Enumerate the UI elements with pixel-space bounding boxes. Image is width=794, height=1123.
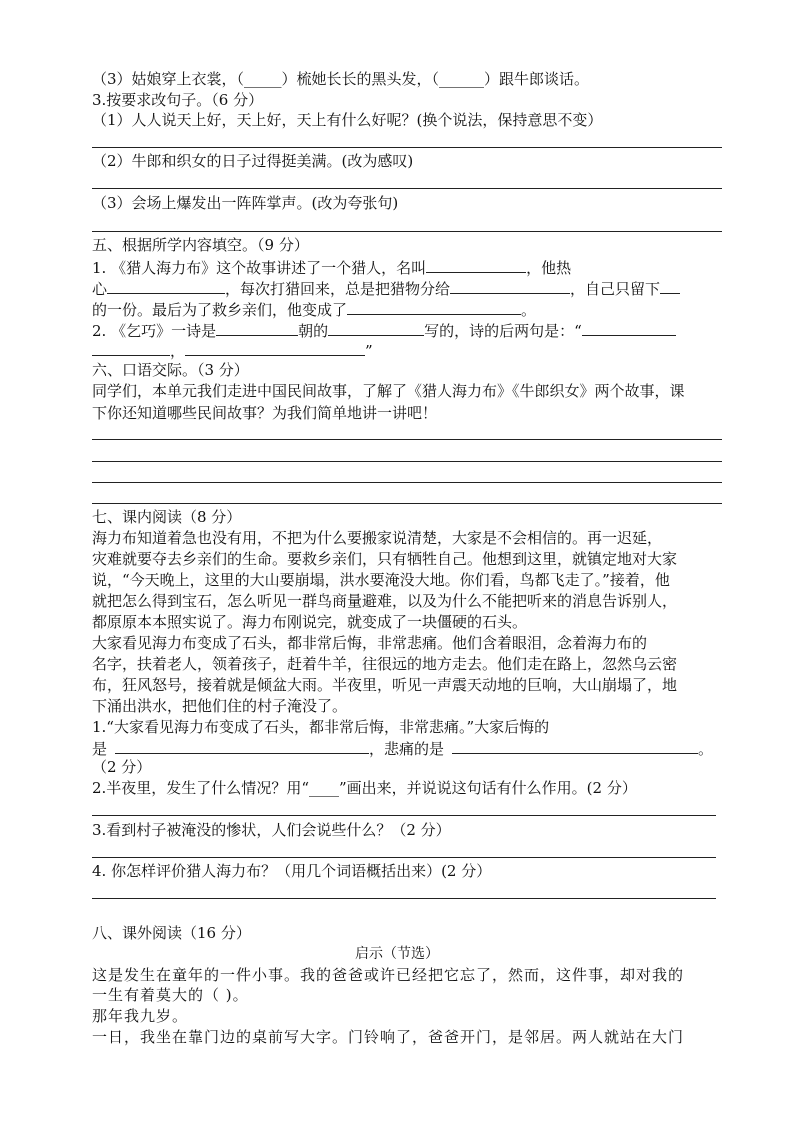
text: 。	[521, 301, 537, 319]
answer-line[interactable]	[92, 461, 722, 462]
passage-line: 大家看见海力布变成了石头，都非常后悔，非常悲痛。他们含着眼泪，念着海力布的	[92, 634, 648, 652]
fill-line-1	[92, 257, 571, 278]
section-6-text-2: 下你还知道哪些民间故事？为我们简单地讲一讲吧！	[92, 404, 438, 422]
blank[interactable]	[216, 320, 298, 336]
passage-line: 下涌出洪水，把他们住的村子淹没了。	[92, 697, 348, 715]
answer-line[interactable]	[92, 147, 722, 148]
blank[interactable]	[450, 278, 570, 294]
blank[interactable]	[582, 320, 676, 336]
passage-line: 一日，我坐在靠门边的桌前写大字。门铃响了，爸爸开门，是邻居。两人就站在大门	[92, 1028, 685, 1046]
text: 是	[92, 740, 108, 758]
passage-line: 都原原本本照实说了。海力布刚说完，就变成了一块僵硬的石头。	[92, 613, 528, 631]
fill-line-4	[92, 320, 676, 341]
text: 1. 《猎人海力布》这个故事讲述了一个猎人，名叫	[92, 259, 427, 277]
question-3-2: （2）牛郎和织女的日子过得挺美满。(改为感叹)	[92, 152, 414, 170]
question-7-3: 3.看到村子被淹没的惨状，人们会说些什么？（2 分）	[92, 821, 451, 839]
passage-line: 海力布知道着急也没有用，不把为什么要搬家说清楚，大家是不会相信的。再一迟延，	[92, 529, 663, 547]
blank[interactable]	[92, 340, 170, 356]
answer-line[interactable]	[92, 815, 716, 816]
question-7-1-score: （2 分）	[92, 758, 152, 776]
answer-line[interactable]	[92, 857, 716, 858]
text: ，每次打猎回来，总是把猎物分给	[225, 280, 451, 298]
blank[interactable]	[452, 738, 698, 754]
passage-title: 启示（节选）	[355, 946, 439, 962]
passage-line: 就把怎么得到宝石，怎么听见一群鸟商量避难，以及为什么不能把听来的消息告诉别人，	[92, 592, 678, 610]
text: 朝的	[298, 322, 329, 340]
answer-line[interactable]	[92, 503, 722, 504]
passage-line: 说，“今天晚上，这里的大山要崩塌，洪水要淹没大地。你们看，鸟都飞走了。”接着，他	[92, 571, 670, 589]
blank[interactable]	[426, 257, 526, 273]
section-6-title: 六、口语交际。（3 分）	[92, 361, 249, 379]
section-8-title: 八、课外阅读（16 分）	[92, 924, 251, 942]
text: 2. 《乞巧》一诗是	[92, 322, 217, 340]
answer-line[interactable]	[92, 439, 722, 440]
passage-line: 这是发生在童年的一件小事。我的爸爸或许已经把它忘了，然而，这件事，却对我的	[92, 966, 685, 984]
fill-line-5	[92, 340, 373, 361]
answer-line[interactable]	[92, 231, 722, 232]
text: ，	[170, 342, 186, 360]
answer-line[interactable]	[92, 188, 722, 189]
text: ，他热	[526, 259, 572, 277]
question-7-1-blanks	[92, 738, 713, 759]
fill-line-3	[92, 299, 536, 320]
answer-line[interactable]	[92, 898, 716, 899]
blank[interactable]	[347, 299, 521, 315]
text: ，自己只留下	[570, 280, 661, 298]
section-6-text-1: 同学们，本单元我们走进中国民间故事，了解了《猎人海力布》《牛郎织女》两个故事，课	[92, 382, 685, 400]
blank[interactable]	[185, 340, 365, 356]
passage-line: 灾难就要夺去乡亲们的生命。要救乡亲们，只有牺牲自己。他想到这里，就镇定地对大家	[92, 550, 678, 568]
text: 心	[92, 280, 108, 298]
blank[interactable]	[115, 738, 369, 754]
question-3-title: 3.按要求改句子。（6 分）	[92, 91, 264, 109]
section-7-title: 七、课内阅读（8 分）	[92, 508, 242, 526]
question-2-3: （3）姑娘穿上衣裳，（_____）梳她长长的黑头发，（______）跟牛郎谈话。	[92, 70, 590, 88]
passage-line: 一生有着莫大的（ )。	[92, 986, 249, 1004]
question-7-2: 2.半夜里，发生了什么情况？用“____”画出来，并说说这句话有什么作用。(2 分）	[92, 779, 637, 797]
passage-line: 那年我九岁。	[92, 1007, 189, 1025]
question-7-1: 1.“大家看见海力布变成了石头，都非常后悔，非常悲痛。”大家后悔的	[92, 718, 550, 736]
text: 的一份。最后为了救乡亲们，他变成了	[92, 301, 348, 319]
blank[interactable]	[660, 278, 680, 294]
question-3-1: （1）人人说天上好，天上好，天上有什么好呢？(换个说法，保持意思不变）	[92, 111, 603, 129]
passage-line: 名字，扶着老人，领着孩子，赶着牛羊，往很远的地方走去。他们走在路上，忽然乌云密	[92, 655, 678, 673]
blank[interactable]	[328, 320, 424, 336]
question-7-4: 4. 你怎样评价猎人海力布？（用几个词语概括出来）(2 分）	[92, 862, 492, 880]
text: ”	[365, 342, 373, 360]
text: ，悲痛的是	[369, 740, 445, 758]
section-5-title: 五、根据所学内容填空。（9 分）	[92, 236, 309, 254]
answer-line[interactable]	[92, 482, 722, 483]
text: 。	[698, 740, 714, 758]
text: 写的，诗的后两句是：“	[424, 322, 582, 340]
question-3-3: （3）会场上爆发出一阵阵掌声。(改为夸张句)	[92, 194, 399, 212]
blank[interactable]	[107, 278, 225, 294]
fill-line-2	[92, 278, 680, 299]
passage-line: 布，狂风怒号，接着就是倾盆大雨。半夜里，听见一声震天动地的巨响，大山崩塌了，地	[92, 676, 678, 694]
